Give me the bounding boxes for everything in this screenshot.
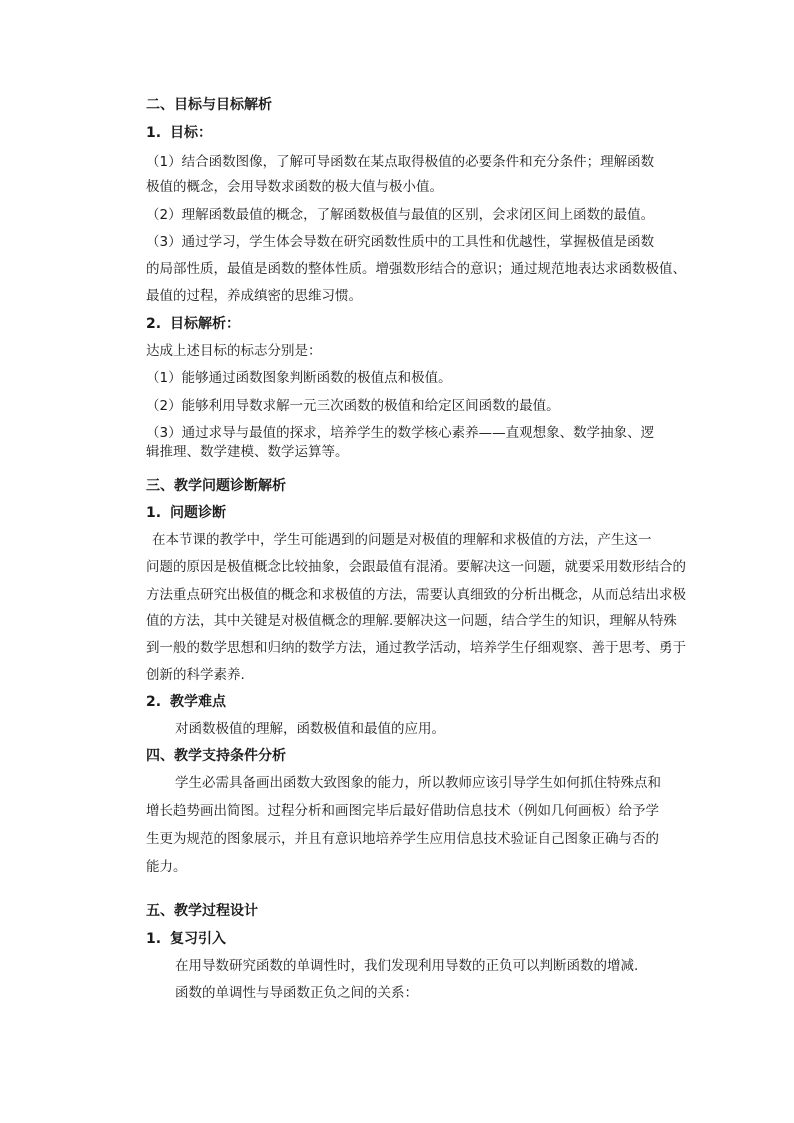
goal-number: 1. (146, 125, 162, 141)
goal-line: （3）通过学习，学生体会导数在研究函数性质中的工具性和优越性，掌握极值是函数 (146, 234, 655, 250)
review-number: 1. (146, 931, 162, 947)
difficulty-title: 教学难点 (170, 694, 226, 710)
analysis-subheading (146, 314, 240, 334)
analysis-line: （1）能够通过函数图象判断函数的极值点和极值。 (146, 370, 452, 386)
review-line: 在用导数研究函数的单调性时，我们发现利用导数的正负可以判断函数的增减. (175, 958, 639, 974)
goal-line: （2）理解函数最值的概念，了解函数极值与最值的区别，会求闭区间上函数的最值。 (146, 207, 655, 223)
difficulty-subheading (146, 692, 226, 712)
analysis-line: 辑推理、数学建模、数学运算等。 (146, 444, 349, 460)
analysis-number: 2. (146, 316, 162, 332)
support-line: 增长趋势画出简图。过程分析和画图完毕后最好借助信息技术（例如几何画板）给予学 (146, 803, 659, 819)
analysis-line: （2）能够利用导数求解一元三次函数的极值和给定区间函数的最值。 (146, 398, 560, 414)
section-3-heading: 三、教学问题诊断解析 (146, 478, 286, 494)
support-line: 生更为规范的图象展示，并且有意识地培养学生应用信息技术验证自己图象正确与否的 (146, 831, 659, 847)
review-subheading (146, 929, 226, 949)
diagnosis-line: 方法重点研究出极值的概念和求极值的方法，需要认真细致的分析出概念，从而总结出求极 (146, 587, 686, 603)
section-2-heading: 二、目标与目标解析 (146, 97, 272, 113)
support-line: 能力。 (146, 859, 187, 875)
analysis-line: 达成上述目标的标志分别是： (146, 343, 322, 359)
goal-line: 最值的过程，养成缜密的思维习惯。 (146, 288, 362, 304)
diagnosis-line: 在本节课的教学中，学生可能遇到的问题是对极值的理解和求极值的方法，产生这一 (152, 532, 652, 548)
diagnosis-line: 创新的科学素养. (146, 667, 245, 683)
diagnosis-line: 到一般的数学思想和归纳的数学方法，通过教学活动，培养学生仔细观察、善于思考、勇于 (146, 640, 686, 656)
analysis-title: 目标解析： (170, 316, 240, 332)
diagnosis-line: 值的方法，其中关键是对极值概念的理解.要解决这一问题，结合学生的知识，理解从特殊 (146, 613, 677, 629)
diagnosis-subheading (146, 503, 226, 523)
goal-line: 极值的概念，会用导数求函数的极大值与极小值。 (146, 179, 443, 195)
goal-line: （1）结合函数图像，了解可导函数在某点取得极值的必要条件和充分条件；理解函数 (146, 154, 655, 170)
review-line: 函数的单调性与导函数正负之间的关系： (175, 985, 418, 1001)
diagnosis-line: 问题的原因是极值概念比较抽象，会跟最值有混淆。要解决这一问题，就要采用数形结合的 (146, 559, 686, 575)
review-title: 复习引入 (170, 931, 226, 947)
goal-subheading (146, 123, 212, 143)
section-5-heading: 五、教学过程设计 (146, 903, 258, 919)
goal-title: 目标： (170, 125, 212, 141)
analysis-line: （3）通过求导与最值的探求，培养学生的数学核心素养——直观想象、数学抽象、逻 (146, 425, 655, 441)
diagnosis-number: 1. (146, 505, 162, 521)
difficulty-number: 2. (146, 694, 162, 710)
diagnosis-title: 问题诊断 (170, 505, 226, 521)
goal-line: 的局部性质，最值是函数的整体性质。增强数形结合的意识；通过规范地表达求函数极值、 (146, 261, 686, 277)
difficulty-line: 对函数极值的理解，函数极值和最值的应用。 (175, 721, 445, 737)
section-4-heading: 四、教学支持条件分析 (146, 748, 286, 764)
support-line: 学生必需具备画出函数大致图象的能力，所以教师应该引导学生如何抓住特殊点和 (175, 775, 661, 791)
